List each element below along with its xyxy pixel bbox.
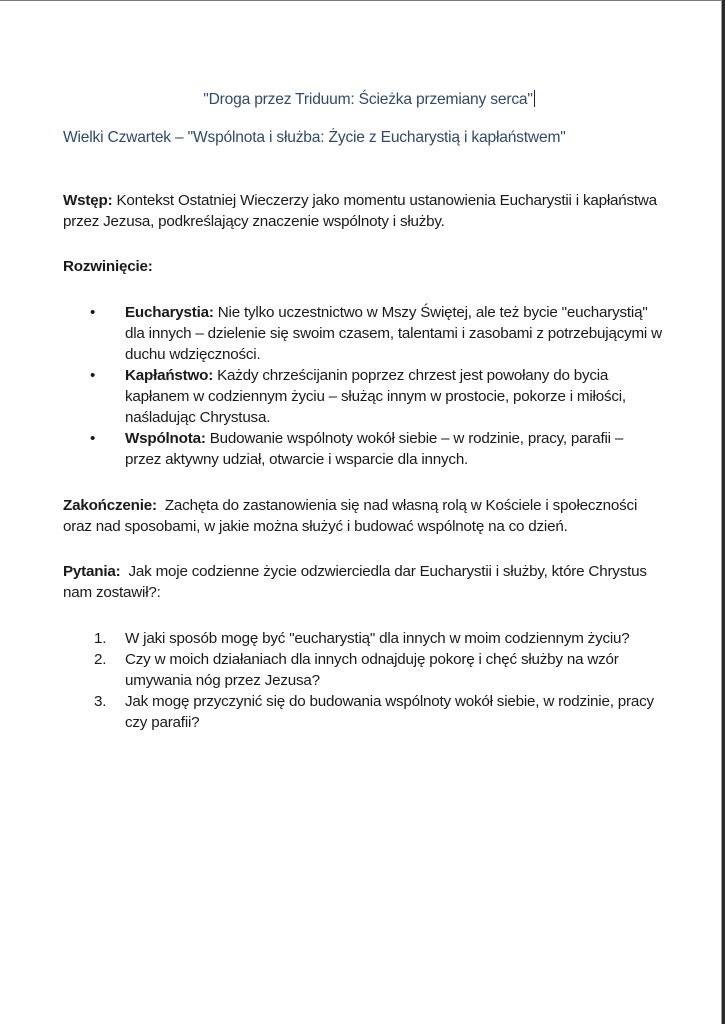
bullet-icon: • xyxy=(90,367,96,384)
text-cursor xyxy=(534,90,535,107)
intro-paragraph xyxy=(63,190,663,232)
bullet-icon: • xyxy=(90,304,96,321)
conclusion-label: Zakończenie: xyxy=(63,497,157,514)
intro-label: Wstęp: xyxy=(63,192,113,209)
development-list xyxy=(63,302,663,470)
intro-text: Kontekst Ostatniej Wieczerzy jako momentu ustanowienia Eucharystii i kapłaństwa przez Jezusa, podkreślający znaczenie wspólnoty i służby. xyxy=(63,192,657,230)
item-text: Nie tylko uczestnictwo w Mszy Świętej, ale też bycie "eucharystią" dla innych – dzielenie się swoim czasem, talentami i zasobami z potrzebującymi w duchu wdzięczności. xyxy=(125,304,662,363)
document-subtitle: Wielki Czwartek – "Wspólnota i służba: Życie z Eucharystią i kapłaństwem" xyxy=(63,129,566,146)
document-title xyxy=(69,89,669,110)
questions-label: Pytania: xyxy=(63,563,121,580)
conclusion-paragraph xyxy=(63,495,663,537)
item-label: Wspólnota: xyxy=(125,430,206,447)
item-text: W jaki sposób mogę być "eucharystią" dla innych w moim codziennym życiu? xyxy=(125,630,630,647)
list-item xyxy=(63,628,663,649)
item-number: 1. xyxy=(94,630,107,647)
conclusion-text: Zachęta do zastanowienia się nad własną rolą w Kościele i społeczności oraz nad sposobami, w jakie można służyć i budować wspólnotę na co dzień. xyxy=(63,497,642,535)
document-body[interactable] xyxy=(63,89,663,733)
item-text: Budowanie wspólnoty wokół siebie – w rodzinie, pracy, parafii – przez aktywny udział, otwarcie i wsparcie dla innych. xyxy=(125,430,624,468)
list-item xyxy=(63,302,663,365)
item-text: Czy w moich działaniach dla innych odnajduję pokorę i chęć służby na wzór umywania nóg przez Jezusa? xyxy=(125,651,619,689)
bullet-icon: • xyxy=(90,430,96,447)
title-text: "Droga przez Triduum: Ścieżka przemiany serca" xyxy=(203,91,533,108)
item-number: 3. xyxy=(94,693,107,710)
item-label: Eucharystia: xyxy=(125,304,214,321)
list-item xyxy=(63,691,663,733)
questions-text: Jak moje codzienne życie odzwierciedla dar Eucharystii i służby, które Chrystus nam zostawił?: xyxy=(63,563,651,601)
item-text: Każdy chrześcijanin poprzez chrzest jest powołany do bycia kapłanem w codziennym życiu – służąc innym w prostocie, pokorze i miłości, naśladując Chrystusa. xyxy=(125,367,626,426)
list-item xyxy=(63,428,663,470)
item-text: Jak mogę przyczynić się do budowania wspólnoty wokół siebie, w rodzinie, pracy czy parafii? xyxy=(125,693,654,731)
questions-list xyxy=(63,628,663,733)
list-item xyxy=(63,649,663,691)
list-item xyxy=(63,365,663,428)
development-heading: Rozwinięcie: xyxy=(63,258,153,275)
item-label: Kapłaństwo: xyxy=(125,367,214,384)
item-number: 2. xyxy=(94,651,107,668)
questions-paragraph xyxy=(63,561,663,603)
